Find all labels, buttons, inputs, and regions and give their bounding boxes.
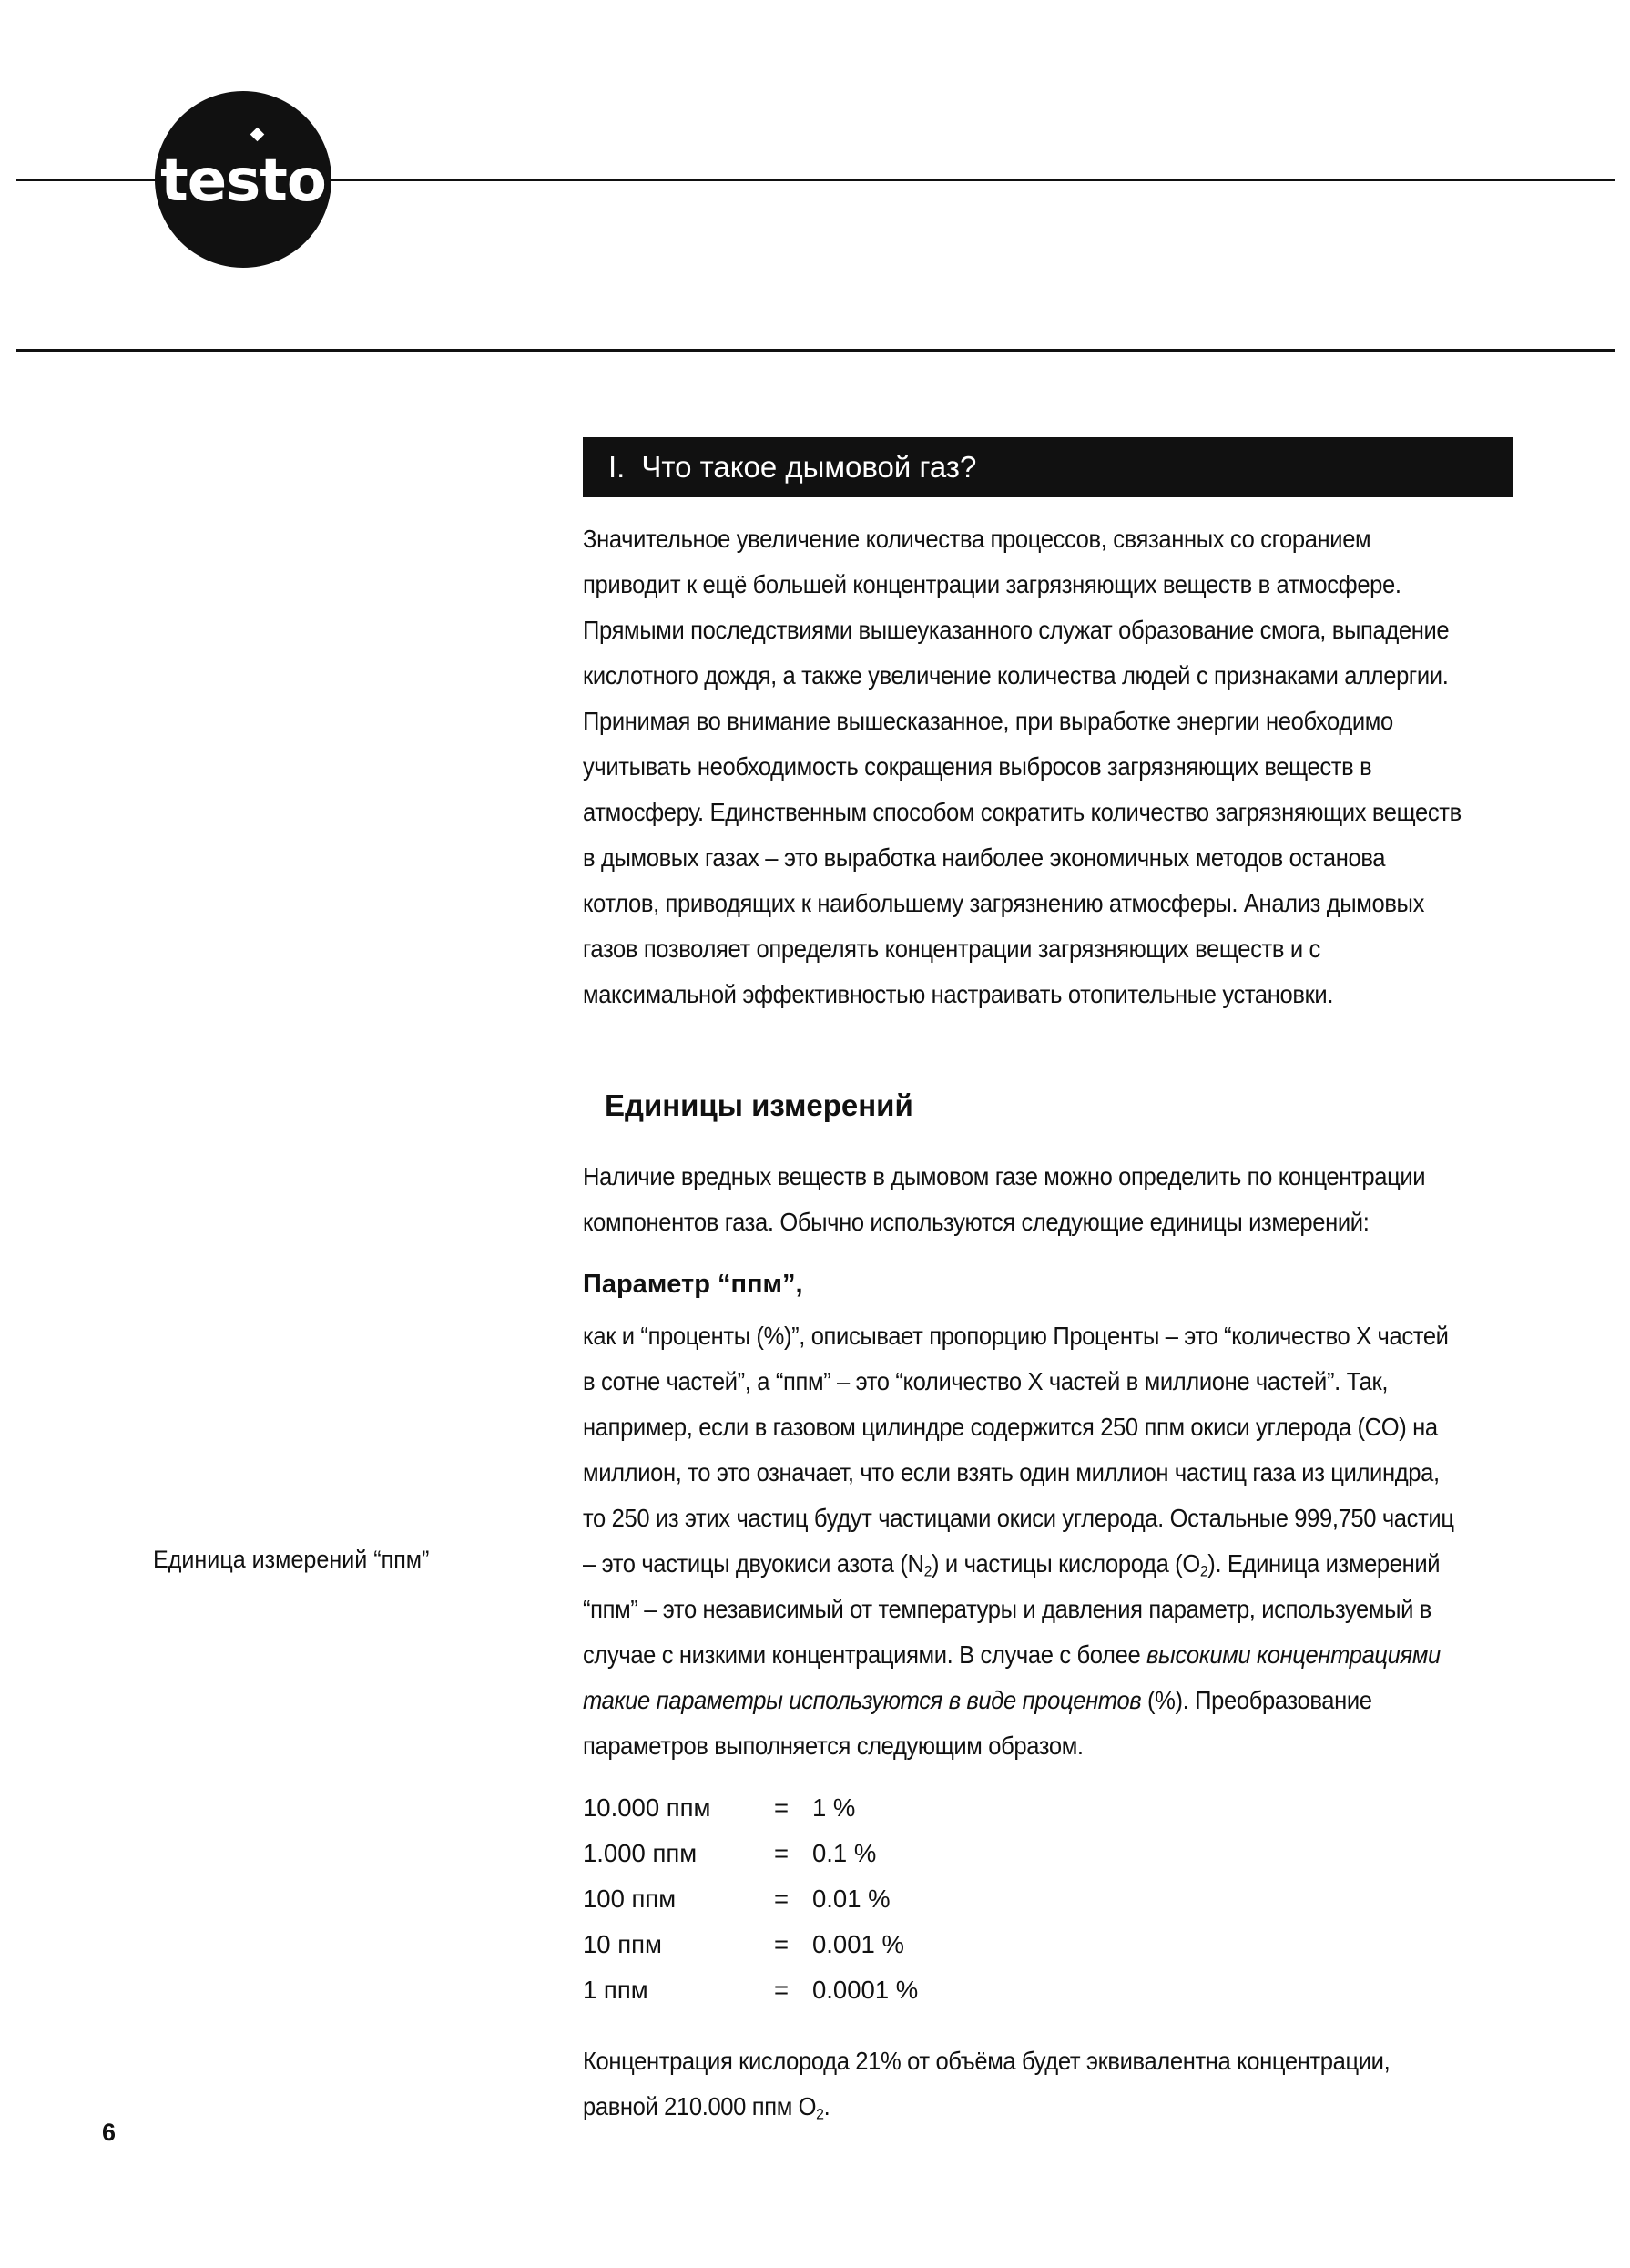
- oxygen-note: [583, 2038, 1463, 2130]
- conversion-row: [583, 1967, 1038, 2013]
- param-text-italic: высокими концентрациями такие параметры используются в виде процентов: [583, 1640, 1441, 1714]
- param-text-a: как и “проценты (%)”, описывает пропорцию Проценты – это “количество X частей в сотне частей”, а “ппм” – это “количество X частей в миллионе частей”. Так, например, если в газовом цилиндре содержится 250 ппм окиси углерода (CO) на миллион, то это означает, что если взять один миллион частиц газа из цилиндра, то 250 из этих частиц будут частицами окиси углерода. Остальные 999,750 частиц – это частицы двуокиси азота (N: [583, 1322, 1454, 1578]
- conversion-ppm: 1 ппм: [583, 1976, 648, 2004]
- section-title: Что такое дымовой газ?: [641, 450, 977, 484]
- testo-logo: [155, 91, 331, 268]
- header-rule-left: [16, 179, 157, 181]
- o2-subscript: 2: [1199, 1562, 1208, 1580]
- conversion-ppm: 1.000 ппм: [583, 1839, 698, 1867]
- conversion-ppm: 10.000 ппм: [583, 1793, 711, 1822]
- conversion-equals: =: [774, 1839, 790, 1867]
- conversion-percent: 0.01 %: [812, 1885, 891, 1913]
- section-title-bar: [583, 437, 1513, 497]
- conversion-percent: 0.0001 %: [812, 1976, 919, 2004]
- conversion-percent: 0.1 %: [812, 1839, 877, 1867]
- conversion-row: [583, 1922, 1038, 1967]
- header-bottom-rule: [16, 349, 1615, 352]
- param-heading: Параметр “ппм”,: [583, 1270, 803, 1299]
- param-text-d: (%). Преобразование параметров выполняется следующим образом.: [583, 1686, 1372, 1760]
- conversion-equals: =: [774, 1885, 790, 1913]
- header-rule-right: [330, 179, 1615, 181]
- conversion-percent: 0.001 %: [812, 1930, 904, 1958]
- logo-accent-dot: [250, 128, 265, 142]
- oxygen-note-subscript: 2: [816, 2105, 824, 2123]
- logo-text: testo: [160, 148, 326, 215]
- page-number: 6: [102, 2119, 117, 2146]
- conversion-percent: 1 %: [812, 1793, 856, 1822]
- oxygen-note-text: Концентрация кислорода 21% от объёма будет эквивалентна концентрации, равной 210.000 ппм O: [583, 2047, 1391, 2120]
- n2-subscript: 2: [923, 1562, 932, 1580]
- units-heading: Единицы измерений: [605, 1088, 913, 1122]
- conversion-equals: =: [774, 1793, 790, 1822]
- conversion-row: [583, 1785, 1038, 1831]
- section-number: I.: [608, 450, 626, 484]
- intro-paragraph: Значительное увеличение количества процессов, связанных со сгоранием приводит к ещё большей концентрации загрязняющих веществ в атмосфере. Прямыми последствиями вышеуказанного служат образование смога, выпадение кислотного дождя, а также увеличение количества людей с признаками аллергии. Принимая во внимание вышесказанное, при выработке энергии необходимо учитывать необходимость сокращения выбросов загрязняющих веществ в атмосферу. Единственным способом сократить количество загрязняющих веществ в дымовых газах – это выработка наиболее экономичных методов останова котлов, приводящих к наибольшему загрязнению атмосферы. Анализ дымовых газов позволяет определять концентрации загрязняющих веществ и с максимальной эффективностью настраивать отопительные установки.: [583, 525, 1462, 1008]
- oxygen-note-end: .: [823, 2092, 830, 2120]
- conversion-ppm: 100 ппм: [583, 1885, 677, 1913]
- conversion-equals: =: [774, 1976, 790, 2004]
- conversion-row: [583, 1876, 1038, 1922]
- conversion-row: [583, 1831, 1038, 1876]
- units-intro: Наличие вредных веществ в дымовом газе можно определить по концентрации компонентов газа. Обычно используются следующие единицы измерений:: [583, 1162, 1426, 1236]
- param-text-c: ). Единица измерений “ппм” – это независимый от температуры и давления параметр, используемый в случае с низкими концентрациями. В случае с более: [583, 1549, 1441, 1669]
- conversion-ppm: 10 ппм: [583, 1930, 662, 1958]
- conversion-table: [583, 1785, 1038, 2013]
- margin-note: Единица измерений “ппм”: [153, 1546, 430, 1573]
- conversion-equals: =: [774, 1930, 790, 1958]
- param-paragraph: [583, 1313, 1463, 1769]
- param-text-b: ) и частицы кислорода (O: [932, 1549, 1200, 1578]
